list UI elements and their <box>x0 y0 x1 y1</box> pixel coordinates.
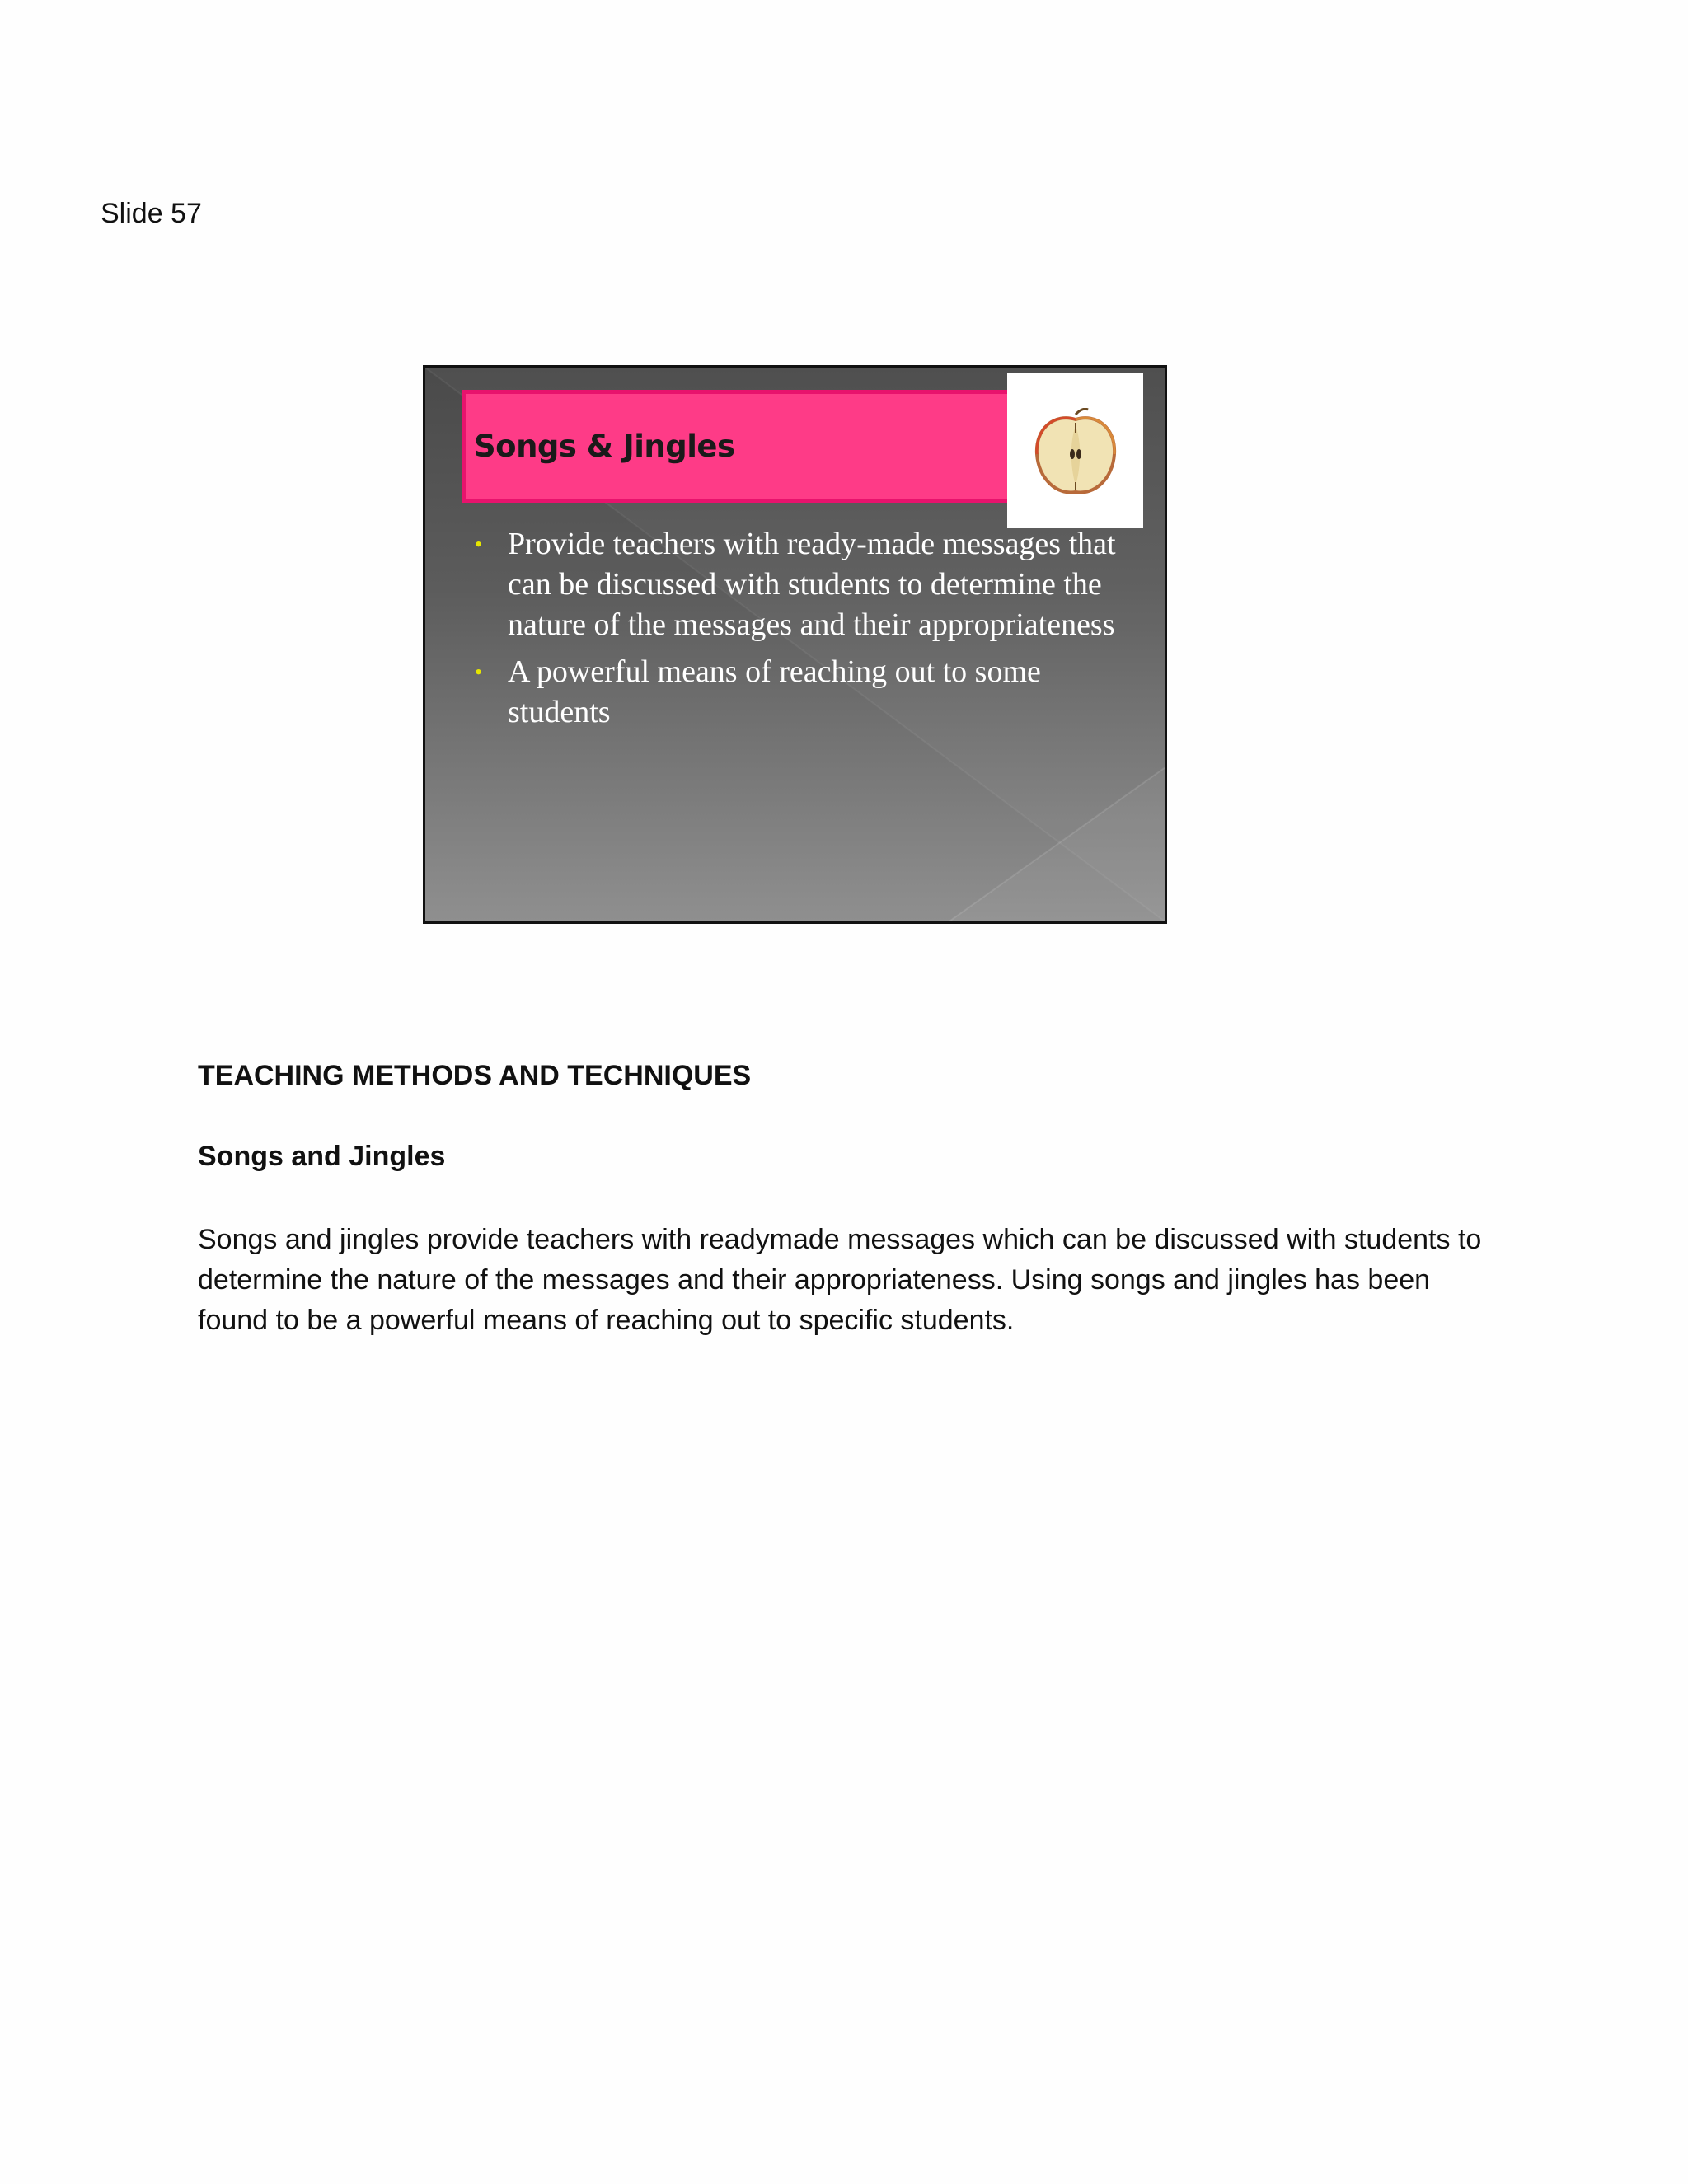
slide-bullet-item <box>475 652 1151 733</box>
slide-thumbnail <box>423 365 1167 924</box>
bullet-marker-icon: • <box>475 532 483 556</box>
slide-bullet-list <box>475 524 1151 739</box>
slide-bullet-text: A powerful means of reaching out to some students <box>508 654 1041 729</box>
bullet-marker-icon: • <box>475 660 483 684</box>
apple-image <box>1007 373 1143 528</box>
slide-bullet-text: Provide teachers with ready-made messages that can be discussed with students to determine the nature of the messages and their appropriateness <box>508 527 1116 642</box>
slide-bullet-item <box>475 524 1151 645</box>
slide-title: Songs & Jingles <box>474 429 735 464</box>
notes-body-paragraph: Songs and jingles provide teachers with readymade messages which can be discussed with students to determine the nature of the messages and their appropriateness. Using songs and jingles has been found to be a powerful means of reaching out to specific students. <box>198 1224 1482 1336</box>
apple-half-icon <box>1030 408 1121 499</box>
slide-title-box <box>462 390 1019 503</box>
slide-number-label: Slide 57 <box>101 198 202 229</box>
notes-heading: TEACHING METHODS AND TECHNIQUES <box>198 1060 752 1091</box>
notes-subheading: Songs and Jingles <box>198 1141 446 1172</box>
